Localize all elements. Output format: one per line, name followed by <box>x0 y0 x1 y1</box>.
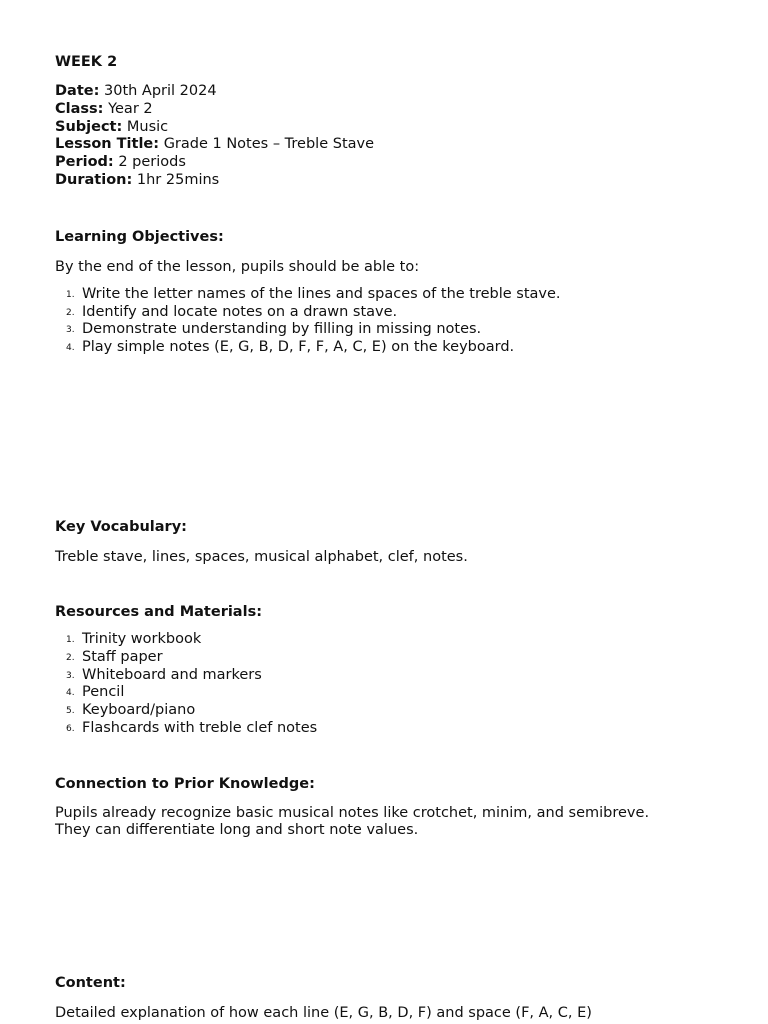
resources-list <box>55 631 735 738</box>
meta-subject-value: Music <box>126 118 169 135</box>
objective-text: Write the letter names of the lines and spaces of the treble stave. <box>82 285 561 302</box>
objectives-list <box>55 286 735 357</box>
meta-duration-label: Duration: <box>55 171 133 188</box>
list-number: 1. <box>66 289 75 300</box>
resource-text: Pencil <box>82 684 125 701</box>
lesson-plan-page <box>55 54 735 1022</box>
objectives-heading: Learning Objectives: <box>55 228 224 245</box>
list-number: 1. <box>66 634 75 645</box>
resource-item <box>55 720 735 738</box>
resource-item <box>55 702 735 720</box>
meta-class-value: Year 2 <box>108 100 153 117</box>
objective-item <box>55 304 735 322</box>
prior-knowledge-line-1: Pupils already recognize basic musical notes like crotchet, minim, and semibreve. <box>55 804 650 821</box>
meta-subject-label: Subject: <box>55 118 123 135</box>
meta-period-value: 2 periods <box>118 154 186 171</box>
list-number: 5. <box>66 706 75 717</box>
resource-item <box>55 667 735 685</box>
meta-duration <box>55 172 735 190</box>
meta-lesson-title <box>55 136 735 154</box>
content-text: Detailed explanation of how each line (E, G, B, D, F) and space (F, A, C, E) <box>55 1004 592 1021</box>
resource-text: Staff paper <box>82 648 163 665</box>
objective-item <box>55 339 735 357</box>
objective-item <box>55 321 735 339</box>
list-number: 6. <box>66 723 75 734</box>
list-number: 4. <box>66 343 75 354</box>
list-number: 3. <box>66 325 75 336</box>
meta-date-value: 30th April 2024 <box>104 83 217 99</box>
objective-text: Demonstrate understanding by filling in missing notes. <box>82 321 482 338</box>
resource-text: Trinity workbook <box>82 630 202 647</box>
list-number: 2. <box>66 652 75 663</box>
vocabulary-heading: Key Vocabulary: <box>55 518 187 535</box>
objective-item <box>55 286 735 304</box>
list-number: 3. <box>66 670 75 681</box>
resource-item <box>55 684 735 702</box>
lesson-meta <box>55 83 735 190</box>
resource-text: Whiteboard and markers <box>82 666 262 683</box>
meta-class <box>55 101 735 119</box>
meta-period <box>55 154 735 172</box>
meta-period-label: Period: <box>55 154 114 171</box>
resources-heading: Resources and Materials: <box>55 603 262 620</box>
meta-date <box>55 83 735 101</box>
resource-text: Keyboard/piano <box>82 702 196 719</box>
meta-duration-value: 1hr 25mins <box>136 171 220 188</box>
week-title: WEEK 2 <box>55 54 118 70</box>
meta-lesson-title-label: Lesson Title: <box>55 136 160 153</box>
content-heading: Content: <box>55 974 126 991</box>
resource-text: Flashcards with treble clef notes <box>82 719 318 736</box>
objective-text: Identify and locate notes on a drawn stave. <box>82 303 398 320</box>
meta-lesson-title-value: Grade 1 Notes – Treble Stave <box>163 136 375 153</box>
resource-item <box>55 649 735 667</box>
list-number: 4. <box>66 688 75 699</box>
meta-date-label: Date: <box>55 83 100 99</box>
meta-class-label: Class: <box>55 100 104 117</box>
list-number: 2. <box>66 307 75 318</box>
objectives-intro: By the end of the lesson, pupils should be able to: <box>55 258 420 275</box>
meta-subject <box>55 119 735 137</box>
resource-item <box>55 631 735 649</box>
prior-knowledge-text <box>55 805 735 840</box>
prior-knowledge-line-2: They can differentiate long and short note values. <box>55 822 419 839</box>
prior-knowledge-heading: Connection to Prior Knowledge: <box>55 775 315 792</box>
objective-text: Play simple notes (E, G, B, D, F, F, A, C, E) on the keyboard. <box>82 339 515 356</box>
vocabulary-text: Treble stave, lines, spaces, musical alphabet, clef, notes. <box>55 548 468 565</box>
